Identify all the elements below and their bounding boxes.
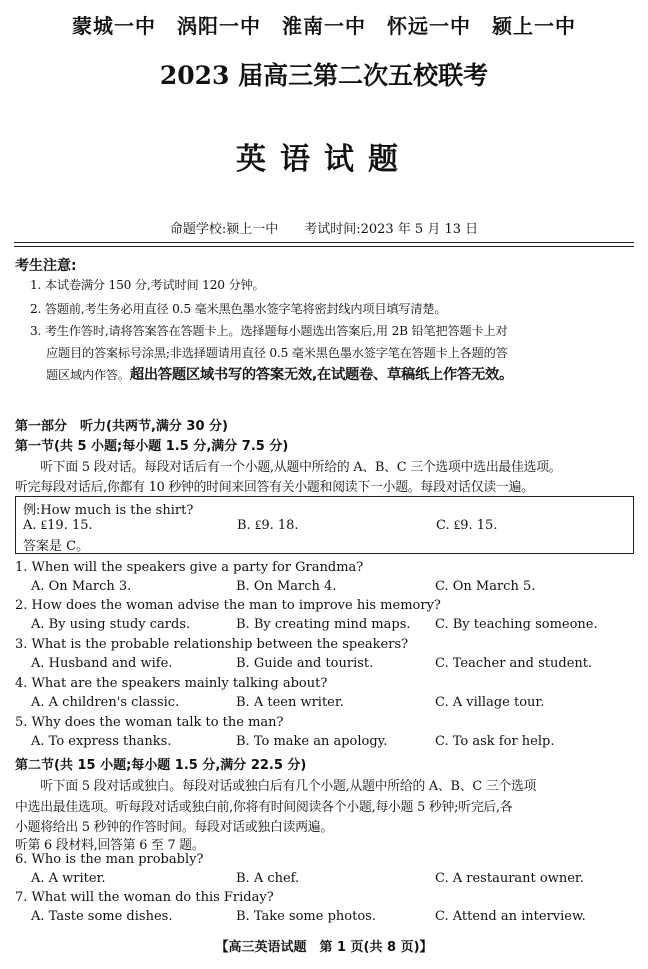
- question-6-option-a: A. A writer.: [31, 871, 106, 886]
- question-1-option-b: B. On March 4.: [236, 579, 337, 594]
- header-divider-bottom: [14, 246, 634, 247]
- exam-meta: 命题学校:颍上一中 考试时间:2023 年 5 月 13 日: [169, 222, 479, 237]
- question-6: 6. Who is the man probably?: [15, 852, 204, 867]
- notice-line-4: 应题目的答案标号涂黑;非选择题请用直径 0.5 毫米黑色墨水签字笔在答题卡上各题的答: [46, 346, 508, 360]
- question-2-option-c: C. By teaching someone.: [435, 617, 598, 632]
- question-7: 7. What will the woman do this Friday?: [15, 890, 274, 905]
- question-3-option-a: A. Husband and wife.: [31, 656, 173, 671]
- section1-title: 第一节(共 5 小题;每小题 1.5 分,满分 7.5 分): [15, 439, 289, 454]
- section1-intro-1: 听下面 5 段对话。每段对话后有一个小题,从题中所给的 A、B、C 三个选项中选出最佳选项。: [15, 460, 562, 475]
- question-1: 1. When will the speakers give a party for Grandma?: [15, 560, 364, 575]
- notice-line-5: [46, 364, 513, 384]
- subject-title: 英语试题: [236, 142, 412, 177]
- question-6-option-b: B. A chef.: [236, 871, 300, 886]
- question-5-option-c: C. To ask for help.: [435, 734, 555, 749]
- question-2-option-b: B. By creating mind maps.: [236, 617, 411, 632]
- notice-title: 考生注意:: [15, 258, 77, 274]
- question-5-option-b: B. To make an apology.: [236, 734, 388, 749]
- header-divider-top: [14, 242, 634, 243]
- page-footer: 【高三英语试题 第 1 页(共 8 页)】: [215, 940, 433, 955]
- question-7-option-c: C. Attend an interview.: [435, 909, 586, 924]
- question-6-option-c: C. A restaurant owner.: [435, 871, 584, 886]
- school-list: 蒙城一中 涡阳一中 淮南一中 怀远一中 颍上一中: [72, 14, 576, 38]
- question-2-option-a: A. By using study cards.: [31, 617, 191, 632]
- section2-intro-1: 听下面 5 段对话或独白。每段对话或独白后有几个小题,从题中所给的 A、B、C 三个选项: [15, 779, 537, 794]
- notice-line-2: 2. 答题前,考生务必用直径 0.5 毫米黑色墨水签字笔将密封线内项目填写清楚。: [30, 302, 447, 316]
- part1-title: 第一部分 听力(共两节,满分 30 分): [15, 419, 228, 434]
- question-4-option-c: C. A village tour.: [435, 695, 545, 710]
- question-2: 2. How does the woman advise the man to improve his memory?: [15, 598, 441, 613]
- example-question: 例:How much is the shirt?: [23, 503, 194, 518]
- question-4-option-a: A. A children's classic.: [31, 695, 180, 710]
- example-answer: 答案是 C。: [23, 539, 90, 554]
- notice-line-3: 3. 考生作答时,请将答案答在答题卡上。选择题每小题选出答案后,用 2B 铅笔把答题卡上对: [30, 324, 508, 338]
- question-1-option-c: C. On March 5.: [435, 579, 536, 594]
- question-1-option-a: A. On March 3.: [31, 579, 132, 594]
- question-3-option-c: C. Teacher and student.: [435, 656, 593, 671]
- exam-title: 2023 届高三第二次五校联考: [159, 61, 489, 90]
- question-7-option-a: A. Taste some dishes.: [31, 909, 173, 924]
- section2-intro-3: 小题将给出 5 秒钟的作答时间。每段对话或独白读两遍。: [15, 820, 334, 835]
- notice-line-5-normal: 题区域内作答。: [46, 368, 130, 382]
- question-4: 4. What are the speakers mainly talking about?: [15, 676, 328, 691]
- notice-line-1: 1. 本试卷满分 150 分,考试时间 120 分钟。: [30, 278, 265, 292]
- question-4-option-b: B. A teen writer.: [236, 695, 344, 710]
- example-option-a: A. ₤19. 15.: [23, 518, 93, 533]
- section2-title: 第二节(共 15 小题;每小题 1.5 分,满分 22.5 分): [15, 758, 307, 773]
- example-option-b: B. ₤9. 18.: [237, 518, 299, 533]
- example-option-c: C. ₤9. 15.: [436, 518, 498, 533]
- notice-line-5-bold: 超出答题区域书写的答案无效,在试题卷、草稿纸上作答无效。: [129, 367, 513, 383]
- question-3: 3. What is the probable relationship between the speakers?: [15, 637, 409, 652]
- question-5: 5. Why does the woman talk to the man?: [15, 715, 284, 730]
- example-box: [15, 496, 634, 554]
- question-3-option-b: B. Guide and tourist.: [236, 656, 374, 671]
- question-7-option-b: B. Take some photos.: [236, 909, 376, 924]
- section1-intro-2: 听完每段对话后,你都有 10 秒钟的时间来回答有关小题和阅读下一小题。每段对话仅读一遍。: [15, 480, 534, 495]
- section2-intro-2: 中选出最佳选项。听每段对话或独白前,你将有时间阅读各个小题,每小题 5 秒钟;听完后,各: [15, 800, 513, 815]
- question-5-option-a: A. To express thanks.: [31, 734, 172, 749]
- section2-intro-4: 听第 6 段材料,回答第 6 至 7 题。: [15, 838, 205, 853]
